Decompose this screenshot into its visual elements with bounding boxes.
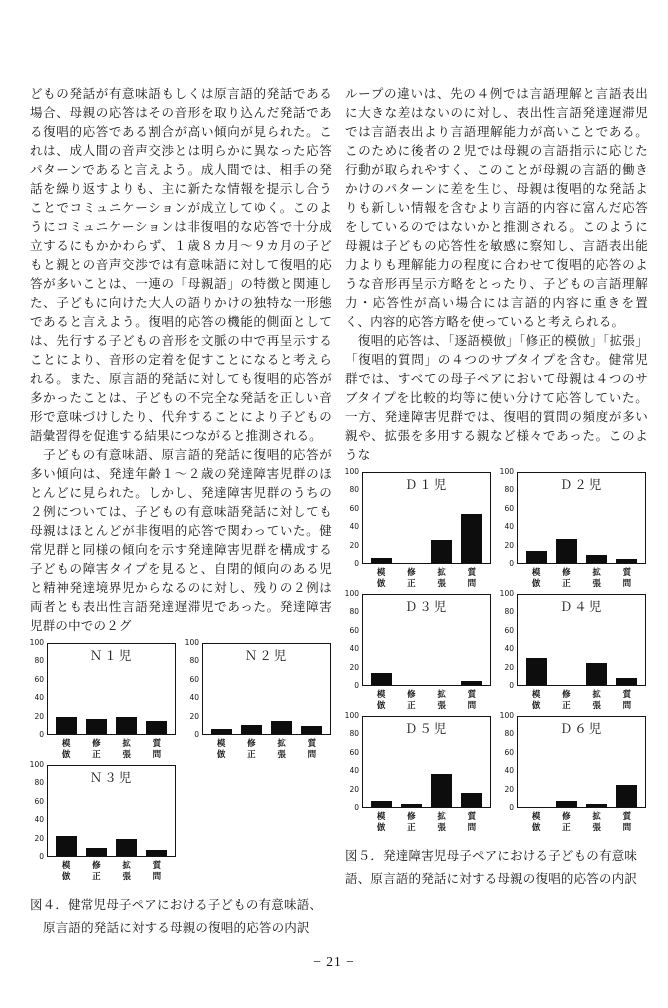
bar <box>371 558 392 563</box>
y-tick-label: 80 <box>349 485 359 495</box>
paragraph-discussion-2: 子どもの有意味語、原言語的発話に復唱的応答が多い傾向は、発達年齢１～２歳の発達障害児群のほとんどに見られた。しかし、発達障害児群のうちの２例については、子どもの有意味語発話に対しても母親はほとんどが非復唱的応答で関わっていた。健常児群と同様の傾向を示す発達障害児群を構成する子どもの障害タイプを見ると、自閉的傾向のある児と精神発達境界児からなるのに対し、残りの２例は両者とも表出性言語発達遅滞児であった。発達障害児群の中での２グ <box>30 448 332 633</box>
y-tick-label: 0 <box>354 803 359 812</box>
x-axis-labels <box>202 739 331 760</box>
chart-title: Ｄ１児 <box>404 477 449 492</box>
bar <box>461 514 482 564</box>
plot-area <box>47 643 176 735</box>
y-tick-label: 100 <box>29 638 44 647</box>
x-category-label: 修正 <box>407 812 416 833</box>
x-axis-labels <box>362 690 491 711</box>
figure-5-caption-line2: 語、原言語的発話に対する母親の復唱的応答の内訳 <box>345 871 638 886</box>
y-axis <box>344 589 362 690</box>
y-axis <box>29 638 47 739</box>
bar <box>461 793 482 807</box>
figure-4-row-2 <box>29 760 332 882</box>
y-axis <box>184 638 202 739</box>
x-category-label: 拡張 <box>592 568 601 589</box>
bar-chart-d1 <box>344 467 491 589</box>
y-tick-label: 0 <box>354 681 359 690</box>
bar-chart-d5 <box>344 711 491 833</box>
x-category-label: 拡張 <box>437 812 446 833</box>
bar <box>431 540 452 563</box>
x-category-label: 拡張 <box>592 690 601 711</box>
x-category-label: 修正 <box>92 861 101 882</box>
figure-5-row-3 <box>344 711 648 833</box>
y-tick-label: 0 <box>509 681 514 690</box>
y-tick-label: 0 <box>39 730 44 739</box>
figure-5-caption <box>345 845 648 890</box>
y-tick-label: 100 <box>184 638 199 647</box>
x-axis-labels <box>362 568 491 589</box>
y-tick-label: 40 <box>349 766 359 776</box>
y-tick-label: 60 <box>504 503 514 513</box>
y-tick-label: 0 <box>354 559 359 568</box>
bar <box>616 678 637 685</box>
y-tick-label: 60 <box>504 625 514 635</box>
y-tick-label: 20 <box>349 662 359 672</box>
y-tick-label: 0 <box>509 803 514 812</box>
x-category-label: 質問 <box>622 690 632 711</box>
y-tick-label: 60 <box>34 796 44 806</box>
bar-chart-n1 <box>29 638 176 760</box>
bars <box>48 766 175 856</box>
bar <box>371 673 392 685</box>
y-tick-label: 80 <box>34 656 44 666</box>
y-tick-label: 60 <box>189 674 199 684</box>
x-category-label: 質問 <box>622 568 632 589</box>
x-category-label: 質問 <box>467 812 477 833</box>
bar-chart-n2 <box>184 638 331 760</box>
x-category-label: 模倣 <box>531 568 541 589</box>
y-tick-label: 100 <box>344 467 359 476</box>
plot-area <box>202 643 331 735</box>
x-category-label: 模倣 <box>61 861 71 882</box>
y-tick-label: 100 <box>499 589 514 598</box>
bars <box>518 717 645 807</box>
y-tick-label: 40 <box>34 693 44 703</box>
y-tick-label: 60 <box>504 747 514 757</box>
plot-area <box>517 594 646 686</box>
x-axis-labels <box>47 861 176 882</box>
y-axis <box>499 711 517 812</box>
bars <box>518 473 645 563</box>
bar <box>116 839 137 856</box>
y-tick-label: 100 <box>29 760 44 769</box>
x-category-label: 拡張 <box>437 568 446 589</box>
chart-title: Ｄ４児 <box>559 599 604 614</box>
plot-area <box>47 765 176 857</box>
y-tick-label: 100 <box>499 467 514 476</box>
bar <box>241 725 262 734</box>
x-category-label: 修正 <box>92 739 101 760</box>
figure-4-caption <box>30 894 332 939</box>
y-tick-label: 80 <box>504 729 514 739</box>
bar-chart-d4 <box>499 589 646 711</box>
y-tick-label: 100 <box>344 589 359 598</box>
bars <box>363 595 490 685</box>
x-category-label: 拡張 <box>592 812 601 833</box>
bar <box>146 721 167 735</box>
bar <box>431 774 452 807</box>
x-category-label: 質問 <box>467 690 477 711</box>
bar <box>556 539 577 563</box>
bar <box>271 721 292 734</box>
y-tick-label: 100 <box>344 711 359 720</box>
y-tick-label: 40 <box>504 644 514 654</box>
paragraph-discussion-4: 復唱的応答は、「逐語模倣」「修正的模倣」「拡張」「復唱的質問」の４つのサブタイプを含む。健常児群では、すべての母子ペアにおいて母親は４つのサブタイプを比較的均等に使い分けて応答していた。一方、発達障害児群では、復唱的質問の頻度が多い親や、拡張を多用する親など様々であった。このような <box>345 334 648 462</box>
chart-title: Ｄ３児 <box>404 599 449 614</box>
y-axis <box>29 760 47 861</box>
y-tick-label: 40 <box>34 815 44 825</box>
paragraph-discussion-3: ループの違いは、先の４例では言語理解と言語表出に大きな差はないのに対し、表出性言語発達遅滞児では言語表出より言語理解能力が高いことである。このために後者の２児では母親の言語指示に応じた行動が取られやすく、このことが母親の言語的働きかけのパターンに差を生じ、母親は復唱的な発話よりも新しい情報を含むより言語的内容に富んだ応答をしているのではないかと推測される。このように母親は子どもの応答性を敏感に察知し、言語表出能力よりも理解能力の程度に合わせて復唱的応答のような音形再呈示方略をとったり、子どもの言語理解力・応答性が高い場合には言語的内容に重きを置く、内容的応答方略を使っていると考えられる。 <box>345 87 648 329</box>
chart-title: Ｄ２児 <box>559 477 604 492</box>
page-number: − 21 − <box>313 954 355 969</box>
figure-5-caption-line1: 図５．発達障害児母子ペアにおける子どもの有意味 <box>345 849 638 863</box>
y-tick-label: 20 <box>189 711 199 721</box>
x-category-label: 模倣 <box>376 812 386 833</box>
figure-5-charts <box>344 467 648 833</box>
y-tick-label: 20 <box>504 662 514 672</box>
plot-area <box>362 472 491 564</box>
bar <box>526 658 547 685</box>
bar <box>86 848 107 856</box>
y-tick-label: 20 <box>504 784 514 794</box>
chart-title: Ｎ２児 <box>244 648 289 663</box>
bar <box>56 836 77 856</box>
bar <box>586 804 607 807</box>
y-tick-label: 80 <box>349 729 359 739</box>
y-tick-label: 0 <box>194 730 199 739</box>
y-axis <box>499 589 517 690</box>
chart-title: Ｄ５児 <box>404 721 449 736</box>
figure-4-caption-line1: 図４．健常児母子ペアにおける子どもの有意味語、 <box>30 898 323 912</box>
bar <box>371 801 392 807</box>
bar <box>116 717 137 734</box>
left-column <box>30 85 332 939</box>
y-axis <box>344 711 362 812</box>
paragraph-discussion-1: どもの発話が有意味語もしくは原言語的発話である場合、母親の応答はその音形を取り込んだ発話である復唱的応答である割合が高い傾向が見られた。これは、成人間の音声交渉とは明らかに異なった応答パターンであると言えよう。成人間では、相手の発話を繰り返すよりも、主に新たな情報を提示し合うことでコミュニケーションが成立してゆく。このようにコミュニケーションは非復唱的な応答で十分成立するにもかかわらず、１歳８カ月～９カ月の子どもと親との音声交渉では有意味語に対して復唱的応答が多いことは、一連の「母親語」の特徴と関連した、子どもに向けた大人の語りかけの独特な一形態であると言えよう。復唱的応答の機能的側面としては、先行する子どもの音形を文脈の中で再呈示することにより、音形の定着を促すことになると考えられる。また、原言語的発話に対しても復唱的応答が多かったことは、子どもの不完全な発話を正しい音形で意味づけしたり、代弁することにより子どもの語彙習得を促進する結果につながると推測される。 <box>30 87 332 443</box>
y-tick-label: 80 <box>349 607 359 617</box>
y-tick-label: 0 <box>39 852 44 861</box>
x-axis-labels <box>362 812 491 833</box>
bar <box>146 850 167 856</box>
bar <box>301 726 322 734</box>
y-tick-label: 80 <box>189 656 199 666</box>
x-category-label: 模倣 <box>531 690 541 711</box>
bar <box>586 663 607 686</box>
bars <box>48 644 175 734</box>
bar <box>86 719 107 734</box>
y-tick-label: 0 <box>509 559 514 568</box>
y-tick-label: 20 <box>34 711 44 721</box>
figure-5-row-1 <box>344 467 648 589</box>
x-axis-labels <box>47 739 176 760</box>
x-category-label: 修正 <box>562 568 571 589</box>
chart-title: Ｎ１児 <box>89 648 134 663</box>
x-category-label: 修正 <box>562 812 571 833</box>
figure-4-row-1 <box>29 638 332 760</box>
x-category-label: 模倣 <box>531 812 541 833</box>
y-tick-label: 80 <box>504 607 514 617</box>
bar-chart-d3 <box>344 589 491 711</box>
y-tick-label: 40 <box>504 766 514 776</box>
y-tick-label: 20 <box>349 784 359 794</box>
y-tick-label: 60 <box>349 625 359 635</box>
bar <box>586 555 607 563</box>
bar <box>461 681 482 686</box>
right-column <box>345 85 648 890</box>
y-axis <box>344 467 362 568</box>
x-category-label: 模倣 <box>216 739 226 760</box>
x-category-label: 拡張 <box>122 739 131 760</box>
bar-chart-d6 <box>499 711 646 833</box>
y-tick-label: 20 <box>349 540 359 550</box>
x-category-label: 修正 <box>407 568 416 589</box>
bar-chart-d2 <box>499 467 646 589</box>
plot-area <box>362 594 491 686</box>
x-category-label: 質問 <box>307 739 317 760</box>
bar <box>401 804 422 807</box>
x-category-label: 質問 <box>467 568 477 589</box>
x-category-label: 質問 <box>622 812 632 833</box>
y-tick-label: 60 <box>349 747 359 757</box>
x-axis-labels <box>517 690 646 711</box>
x-category-label: 模倣 <box>61 739 71 760</box>
y-tick-label: 100 <box>499 711 514 720</box>
bars <box>518 595 645 685</box>
x-category-label: 拡張 <box>122 861 131 882</box>
y-tick-label: 40 <box>349 644 359 654</box>
y-tick-label: 40 <box>349 522 359 532</box>
y-tick-label: 80 <box>34 778 44 788</box>
y-tick-label: 80 <box>504 485 514 495</box>
plot-area <box>517 472 646 564</box>
bar-chart-n3 <box>29 760 176 882</box>
bar <box>616 785 637 807</box>
x-category-label: 質問 <box>152 739 162 760</box>
y-tick-label: 20 <box>34 833 44 843</box>
x-category-label: 修正 <box>407 690 416 711</box>
chart-title: Ｄ６児 <box>559 721 604 736</box>
bars <box>363 473 490 563</box>
y-tick-label: 20 <box>504 540 514 550</box>
y-axis <box>499 467 517 568</box>
figure-5-row-2 <box>344 589 648 711</box>
plot-area <box>362 716 491 808</box>
bars <box>363 717 490 807</box>
x-category-label: 修正 <box>562 690 571 711</box>
bar <box>616 559 637 563</box>
bar <box>556 801 577 807</box>
x-category-label: 拡張 <box>437 690 446 711</box>
x-category-label: 拡張 <box>277 739 286 760</box>
y-tick-label: 40 <box>504 522 514 532</box>
x-axis-labels <box>517 568 646 589</box>
figure-4-charts <box>29 638 332 882</box>
y-tick-label: 40 <box>189 693 199 703</box>
bar <box>56 717 77 734</box>
x-category-label: 修正 <box>247 739 256 760</box>
x-category-label: 模倣 <box>376 568 386 589</box>
figure-4-caption-line2: 原言語的発話に対する母親の復唱的応答の内訳 <box>43 920 310 935</box>
bar <box>526 551 547 563</box>
x-category-label: 模倣 <box>376 690 386 711</box>
y-tick-label: 60 <box>349 503 359 513</box>
x-category-label: 質問 <box>152 861 162 882</box>
x-axis-labels <box>517 812 646 833</box>
y-tick-label: 60 <box>34 674 44 684</box>
bars <box>203 644 330 734</box>
bar <box>211 729 232 734</box>
chart-title: Ｎ３児 <box>89 770 134 785</box>
plot-area <box>517 716 646 808</box>
